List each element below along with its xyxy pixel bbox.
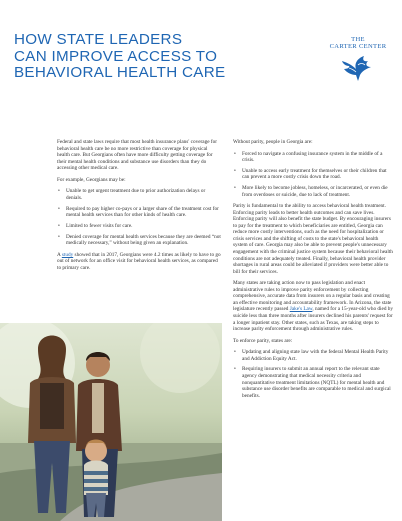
parity-paragraph: Parity is fundamental to the ability to access behavioral health treatment. Enforcing parity leads to better health outcomes and can save lives. Enforcing parity will also benefit the state budget. By encouraging insurers to pay for the treatment to which beneficiaries are entitled, Georgia can reduce more costly interventions, such as the need for hospitalization or crisis services and the shifting of costs to the state's behavioral health system of care. Georgia may also be able to prevent people's unnecessary engagement with the criminal justice system because their behavioral health conditions are not adequately treated. Finally, behavioral health provider shortages in rural areas could be alleviated if providers were better able to bill for their services.: [233, 203, 393, 275]
states-text-before: Many states are taking action now to pass legislation and enact administrative rules to improve parity enforcement by collecting comprehensive, accurate data from insurers on a regular basis and creating an effective monitoring and accountability framework. In Arizona, the state legislature recently passed: [233, 280, 392, 313]
right-column: [233, 139, 393, 404]
example-list: [57, 188, 221, 246]
list-item: • Limited to fewer visits for care.: [57, 223, 221, 230]
intro-paragraph: Federal and state laws require that most health insurance plans' coverage for behavioral health care be no more restrictive than coverage for physical health care. But Georgians often have more difficulty getting coverage for their mental health conditions and substance use disorders than they do accessing other medical care.: [57, 139, 217, 172]
jakes-law-link[interactable]: Jake's Law: [289, 306, 313, 313]
study-paragraph: [57, 252, 221, 272]
states-text-after: , named for a 15-year-old who died by suicide less than three months after insurers declined his parents' request for a longer inpatient stay. Other states, such as Texas, are taking steps to increase parity enforcement through administrative rules.: [233, 306, 394, 333]
list-item: • Unable to get urgent treatment due to prior authorization delays or denials.: [57, 188, 221, 201]
logo-text-the: THE: [351, 36, 365, 43]
eagle-icon: [338, 53, 378, 83]
states-paragraph: [233, 280, 393, 332]
without-parity-lead: Without parity, people in Georgia are:: [233, 139, 313, 145]
list-item: • Denied coverage for mental health services because they are deemed “not medically necessary,” without being given an explanation.: [57, 234, 221, 247]
page-title: [14, 32, 284, 82]
family-photo: [0, 323, 222, 521]
title-line-3: BEHAVIORAL HEALTH CARE: [14, 64, 226, 81]
study-text-before: A: [57, 251, 62, 258]
carter-center-logo: [318, 36, 398, 83]
list-item: • Updating and aligning state law with the federal Mental Health Parity and Addiction Equity Act.: [233, 349, 393, 362]
study-link[interactable]: study: [61, 251, 74, 258]
list-item: • More likely to become jobless, homeless, or incarcerated, or even die from overdoses or suicide, due to lack of treatment.: [233, 185, 393, 198]
list-item: • Unable to access early treatment for themselves or their children that can prevent a more costly crisis down the road.: [233, 168, 393, 181]
logo-text-name: CARTER CENTER: [329, 43, 387, 50]
study-text-after: showed that in 2017, Georgians were 4.2 times as likely to have to go out of network for an office visit for behavioral health services, as compared to primary care.: [57, 251, 221, 271]
list-item: • Requiring insurers to submit an annual report to the relevant state agency demonstrating that medical necessity criteria and nonquantitative treatment limitations (NQTL) for mental health and substance use disorder benefits are comparable to medical and surgical benefits.: [233, 366, 393, 399]
left-column: [57, 139, 221, 276]
title-line-2: CAN IMPROVE ACCESS TO: [14, 47, 218, 65]
enforce-lead: To enforce parity, states are:: [233, 337, 293, 344]
without-parity-list: [233, 151, 393, 199]
title-line-1: HOW STATE LEADERS: [14, 31, 183, 48]
enforce-list: [233, 349, 393, 399]
example-lead: For example, Georgians may be:: [57, 176, 126, 183]
list-item: • Required to pay higher co-pays or a larger share of the treatment cost for mental health services than for other kinds of health care.: [57, 206, 221, 219]
list-item: • Forced to navigate a confusing insurance system in the middle of a crisis.: [233, 151, 393, 164]
